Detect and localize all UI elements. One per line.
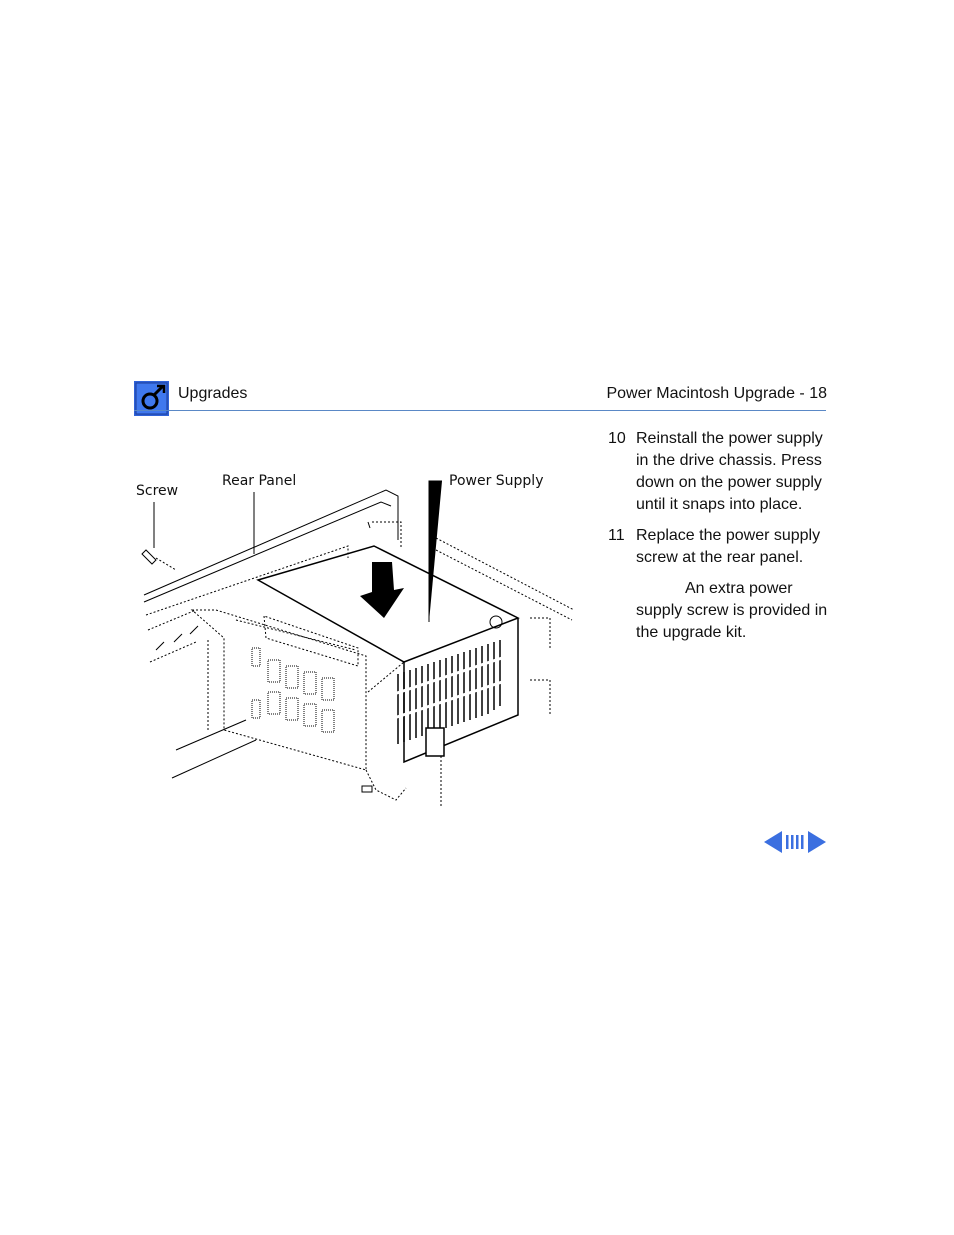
step-10	[608, 428, 834, 516]
label-screw: Screw	[136, 483, 179, 499]
step-text: Reinstall the power supply in the drive chassis. Press down on the power supply until it snaps into place.	[636, 430, 823, 513]
note-text: An extra power supply screw is provided in the upgrade kit.	[636, 580, 828, 641]
step-11	[608, 525, 834, 569]
triangle-left-icon[interactable]	[764, 830, 784, 854]
step-text: Replace the power supply screw at the rear panel.	[636, 527, 821, 566]
page-navigation	[764, 830, 826, 854]
label-rear-panel: Rear Panel	[222, 473, 297, 489]
step-number: 11	[608, 527, 625, 544]
bars-icon[interactable]	[784, 830, 806, 854]
triangle-right-icon[interactable]	[806, 830, 826, 854]
section-title: Upgrades	[178, 385, 248, 402]
page-title: Power Macintosh Upgrade - 18	[606, 385, 827, 402]
label-power-supply: Power Supply	[449, 473, 544, 489]
power-supply-illustration	[136, 470, 580, 810]
header-divider	[134, 410, 826, 411]
instruction-steps	[608, 428, 834, 644]
step-number: 10	[608, 430, 626, 447]
